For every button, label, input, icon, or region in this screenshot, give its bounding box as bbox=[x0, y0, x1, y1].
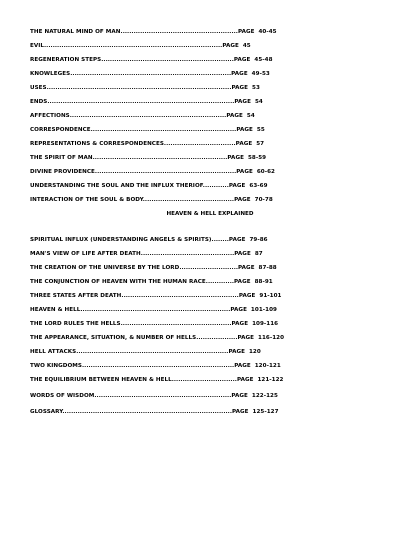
toc-entry: UNDERSTANDING THE SOUL AND THE INFLUX THERIOF............PAGE 63-69 bbox=[30, 183, 268, 189]
toc-entry: CORRESPONDENCE...................................................................PAGE 55 bbox=[30, 127, 265, 133]
toc-entry: AFFECTIONS........................................................................PAGE 54 bbox=[30, 113, 255, 119]
toc-entry: REGENERATION STEPS.............................................................PAGE 45-48 bbox=[30, 57, 273, 63]
toc-entry: MAN'S VIEW OF LIFE AFTER DEATH...........................................PAGE 87 bbox=[30, 251, 263, 257]
section-heading: HEAVEN & HELL EXPLAINED bbox=[166, 211, 254, 217]
toc-entry: HEAVEN & HELL.....................................................................PAGE 101-109 bbox=[30, 307, 277, 313]
toc-entry: THE APPEARANCE, SITUATION, & NUMBER OF HELLS...................PAGE 116-120 bbox=[30, 335, 285, 341]
toc-entry: THE NATURAL MIND OF MAN......................................................PAGE 40-45 bbox=[30, 29, 277, 35]
toc-entry: REPRESENTATIONS & CORRESPONDENCES.................................PAGE 57 bbox=[30, 141, 265, 147]
toc-entry: SPIRITUAL INFLUX (UNDERSTANDING ANGELS & SPIRITS)........PAGE 79-86 bbox=[30, 237, 268, 243]
toc-entry: WORDS OF WISDOM...............................................................PAGE 122-125 bbox=[30, 393, 278, 399]
toc-entry: EVIL..................................................................................PAGE 45 bbox=[30, 43, 251, 49]
toc-entry: USES.....................................................................................PAGE 53 bbox=[30, 85, 260, 91]
toc-entry: THE EQUILIBRIUM BETWEEN HEAVEN & HELL..............................PAGE 121-122 bbox=[30, 377, 284, 383]
toc-entry: THE LORD RULES THE HELLS...................................................PAGE 109-116 bbox=[30, 321, 279, 327]
toc-entry: THE SPIRIT OF MAN..............................................................PAGE 58-59 bbox=[30, 155, 267, 161]
toc-entry: TWO KINGDOMS......................................................................PAGE 120-121 bbox=[30, 363, 281, 369]
toc-entry: HELL ATTACKS......................................................................PAGE 120 bbox=[30, 349, 261, 355]
toc-entry: GLOSSARY..............................................................................PAGE 125-127 bbox=[30, 409, 279, 415]
toc-entry: INTERACTION OF THE SOUL & BODY..........................................PAGE 70-78 bbox=[30, 197, 273, 203]
toc-entry: KNOWLEGES..........................................................................PAGE 49-53 bbox=[30, 71, 270, 77]
toc-entry: DIVINE PROVIDENCE.................................................................PAGE 60-62 bbox=[30, 169, 275, 175]
toc-entry: THE CONJUNCTION OF HEAVEN WITH THE HUMAN RACE.............PAGE 88-91 bbox=[30, 279, 273, 285]
toc-entry: ENDS......................................................................................PAGE 54 bbox=[30, 99, 263, 105]
toc-entry: THE CREATION OF THE UNIVERSE BY THE LORD...........................PAGE 87-88 bbox=[30, 265, 277, 271]
toc-entry: THREE STATES AFTER DEATH......................................................PAGE 91-101 bbox=[30, 293, 282, 299]
